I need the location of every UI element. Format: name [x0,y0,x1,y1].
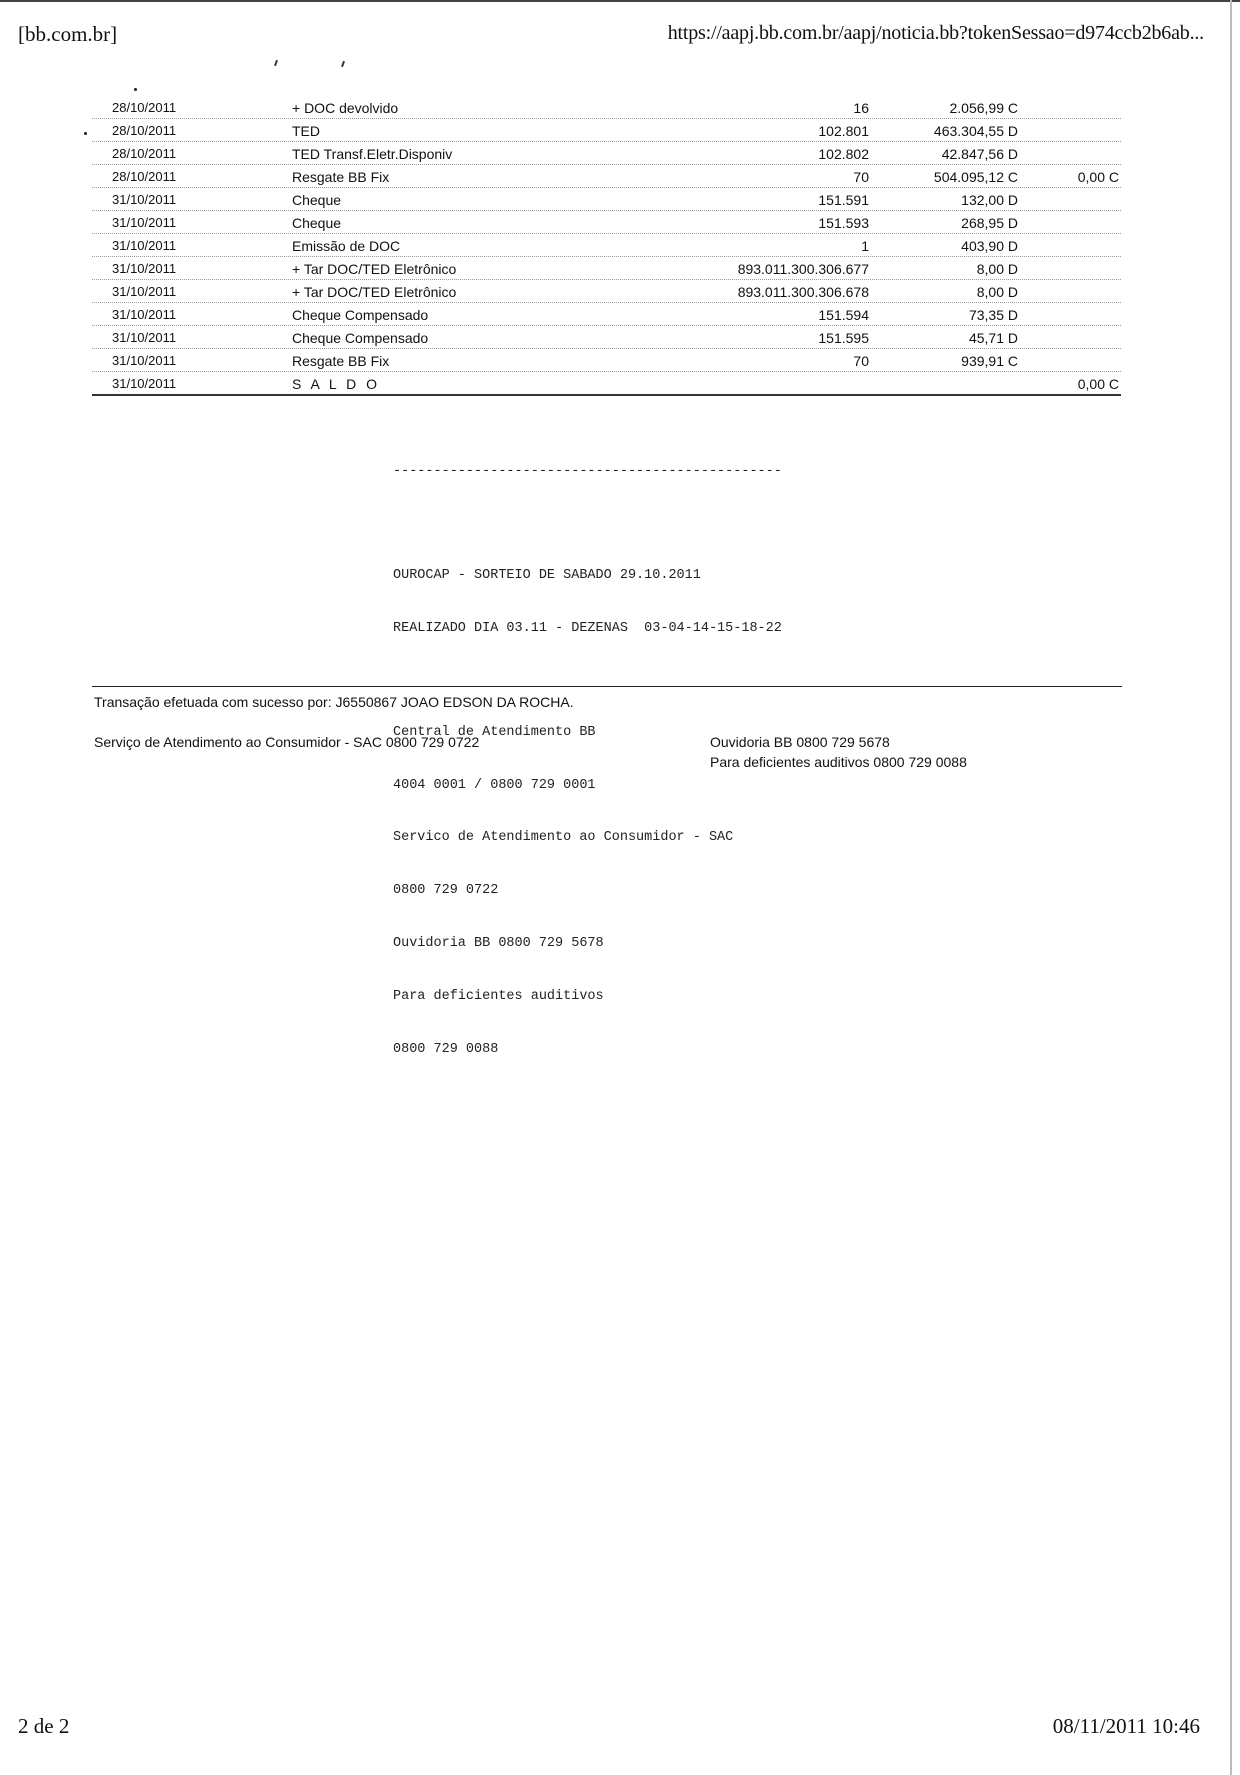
row-document: 70 [853,353,869,369]
row-date: 31/10/2011 [112,284,177,299]
row-value: 2.056,99 C [949,100,1018,116]
row-document: 151.591 [818,192,869,208]
row-value: 42.847,56 D [941,146,1018,162]
page-url: https://aapj.bb.com.br/aapj/noticia.bb?tokenSessao=d974ccb2b6ab... [667,22,1204,44]
table-row [92,142,1121,165]
scan-mark [341,61,345,67]
footer-deaf: Para deficientes auditivos 0800 729 0088 [710,754,967,770]
table-row [92,96,1121,119]
ouvidoria-line: Ouvidoria BB 0800 729 5678 [393,936,604,952]
row-description: Resgate BB Fix [292,169,390,185]
row-date: 28/10/2011 [112,100,177,115]
row-date: 31/10/2011 [112,215,177,230]
table-row [92,211,1121,234]
table-row [92,349,1121,372]
row-document: 151.595 [818,330,869,346]
row-description: TED Transf.Eletr.Disponiv [292,146,453,162]
row-date: 31/10/2011 [112,376,177,391]
scan-mark [134,88,137,91]
row-value: 73,35 D [968,307,1018,323]
row-value: 403,90 D [961,238,1018,254]
footer-rule [92,686,1122,687]
row-description: Cheque [292,192,342,208]
row-date: 31/10/2011 [112,307,177,322]
row-document: 16 [853,100,869,116]
table-row [92,119,1121,142]
row-document: 102.802 [818,146,869,162]
row-description: + Tar DOC/TED Eletrônico [292,261,457,277]
table-row [92,188,1121,211]
row-date: 28/10/2011 [112,123,177,138]
deaf-title: Para deficientes auditivos [393,988,604,1004]
scan-mark [84,132,87,135]
notice-separator: ------------------------------------------------ [393,464,782,480]
scan-mark [274,60,278,66]
central-phones: 4004 0001 / 0800 729 0001 [393,777,596,793]
row-date: 31/10/2011 [112,261,177,276]
row-description: S A L D O [292,376,380,392]
footer-ouvidoria: Ouvidoria BB 0800 729 5678 [710,734,890,750]
row-document: 70 [853,169,869,185]
table-row [92,372,1121,395]
row-value: 132,00 D [961,192,1018,208]
row-description: Cheque [292,215,342,231]
draw-line-2: REALIZADO DIA 03.11 - DEZENAS 03-04-14-15-18-22 [393,620,782,636]
site-label: [bb.com.br] [18,22,118,46]
row-date: 28/10/2011 [112,146,177,161]
sac-phone: 0800 729 0722 [393,883,499,899]
row-description: Cheque Compensado [292,330,429,346]
central-title: Central de Atendimento BB [393,724,596,740]
row-description: TED [292,123,320,139]
row-value: 8,00 D [976,261,1018,277]
row-date: 28/10/2011 [112,169,177,184]
scan-top-edge [0,0,1240,2]
row-date: 31/10/2011 [112,238,177,253]
row-document: 151.594 [818,307,869,323]
transactions-table [92,96,1121,395]
row-document: 1 [861,238,869,254]
row-document: 893.011.300.306.677 [737,261,869,277]
row-description: + Tar DOC/TED Eletrônico [292,284,457,300]
row-document: 151.593 [818,215,869,231]
table-row [92,165,1121,188]
print-datetime: 08/11/2011 10:46 [1052,1714,1200,1738]
sac-title: Servico de Atendimento ao Consumidor - SAC [393,830,734,846]
row-value: 463.304,55 D [933,123,1018,139]
row-date: 31/10/2011 [112,330,177,345]
row-value: 268,95 D [961,215,1018,231]
row-description: Cheque Compensado [292,307,429,323]
table-row [92,257,1121,280]
footer-ouvidoria-block [710,732,967,772]
table-row [92,326,1121,349]
row-document: 102.801 [818,123,869,139]
row-balance: 0,00 C [1077,169,1119,185]
row-date: 31/10/2011 [112,192,177,207]
scan-right-edge [1230,0,1232,1775]
row-value: 939,91 C [961,353,1018,369]
table-row [92,303,1121,326]
row-balance: 0,00 C [1077,376,1119,392]
row-date: 31/10/2011 [112,353,177,368]
table-row [92,234,1121,257]
table-bottom-rule [92,394,1121,396]
footer-sac: Serviço de Atendimento ao Consumidor - SAC 0800 729 0722 [94,734,480,750]
row-description: Resgate BB Fix [292,353,390,369]
transaction-success-text: Transação efetuada com sucesso por: J6550867 JOAO EDSON DA ROCHA. [94,694,574,710]
row-document: 893.011.300.306.678 [737,284,869,300]
row-value: 504.095,12 C [933,169,1018,185]
row-value: 45,71 D [968,330,1018,346]
table-row [92,280,1121,303]
draw-line-1: OUROCAP - SORTEIO DE SABADO 29.10.2011 [393,568,701,584]
row-value: 8,00 D [976,284,1018,300]
page-number: 2 de 2 [18,1714,70,1738]
row-description: Emissão de DOC [292,238,401,254]
deaf-phone: 0800 729 0088 [393,1041,499,1057]
row-description: + DOC devolvido [292,100,399,116]
